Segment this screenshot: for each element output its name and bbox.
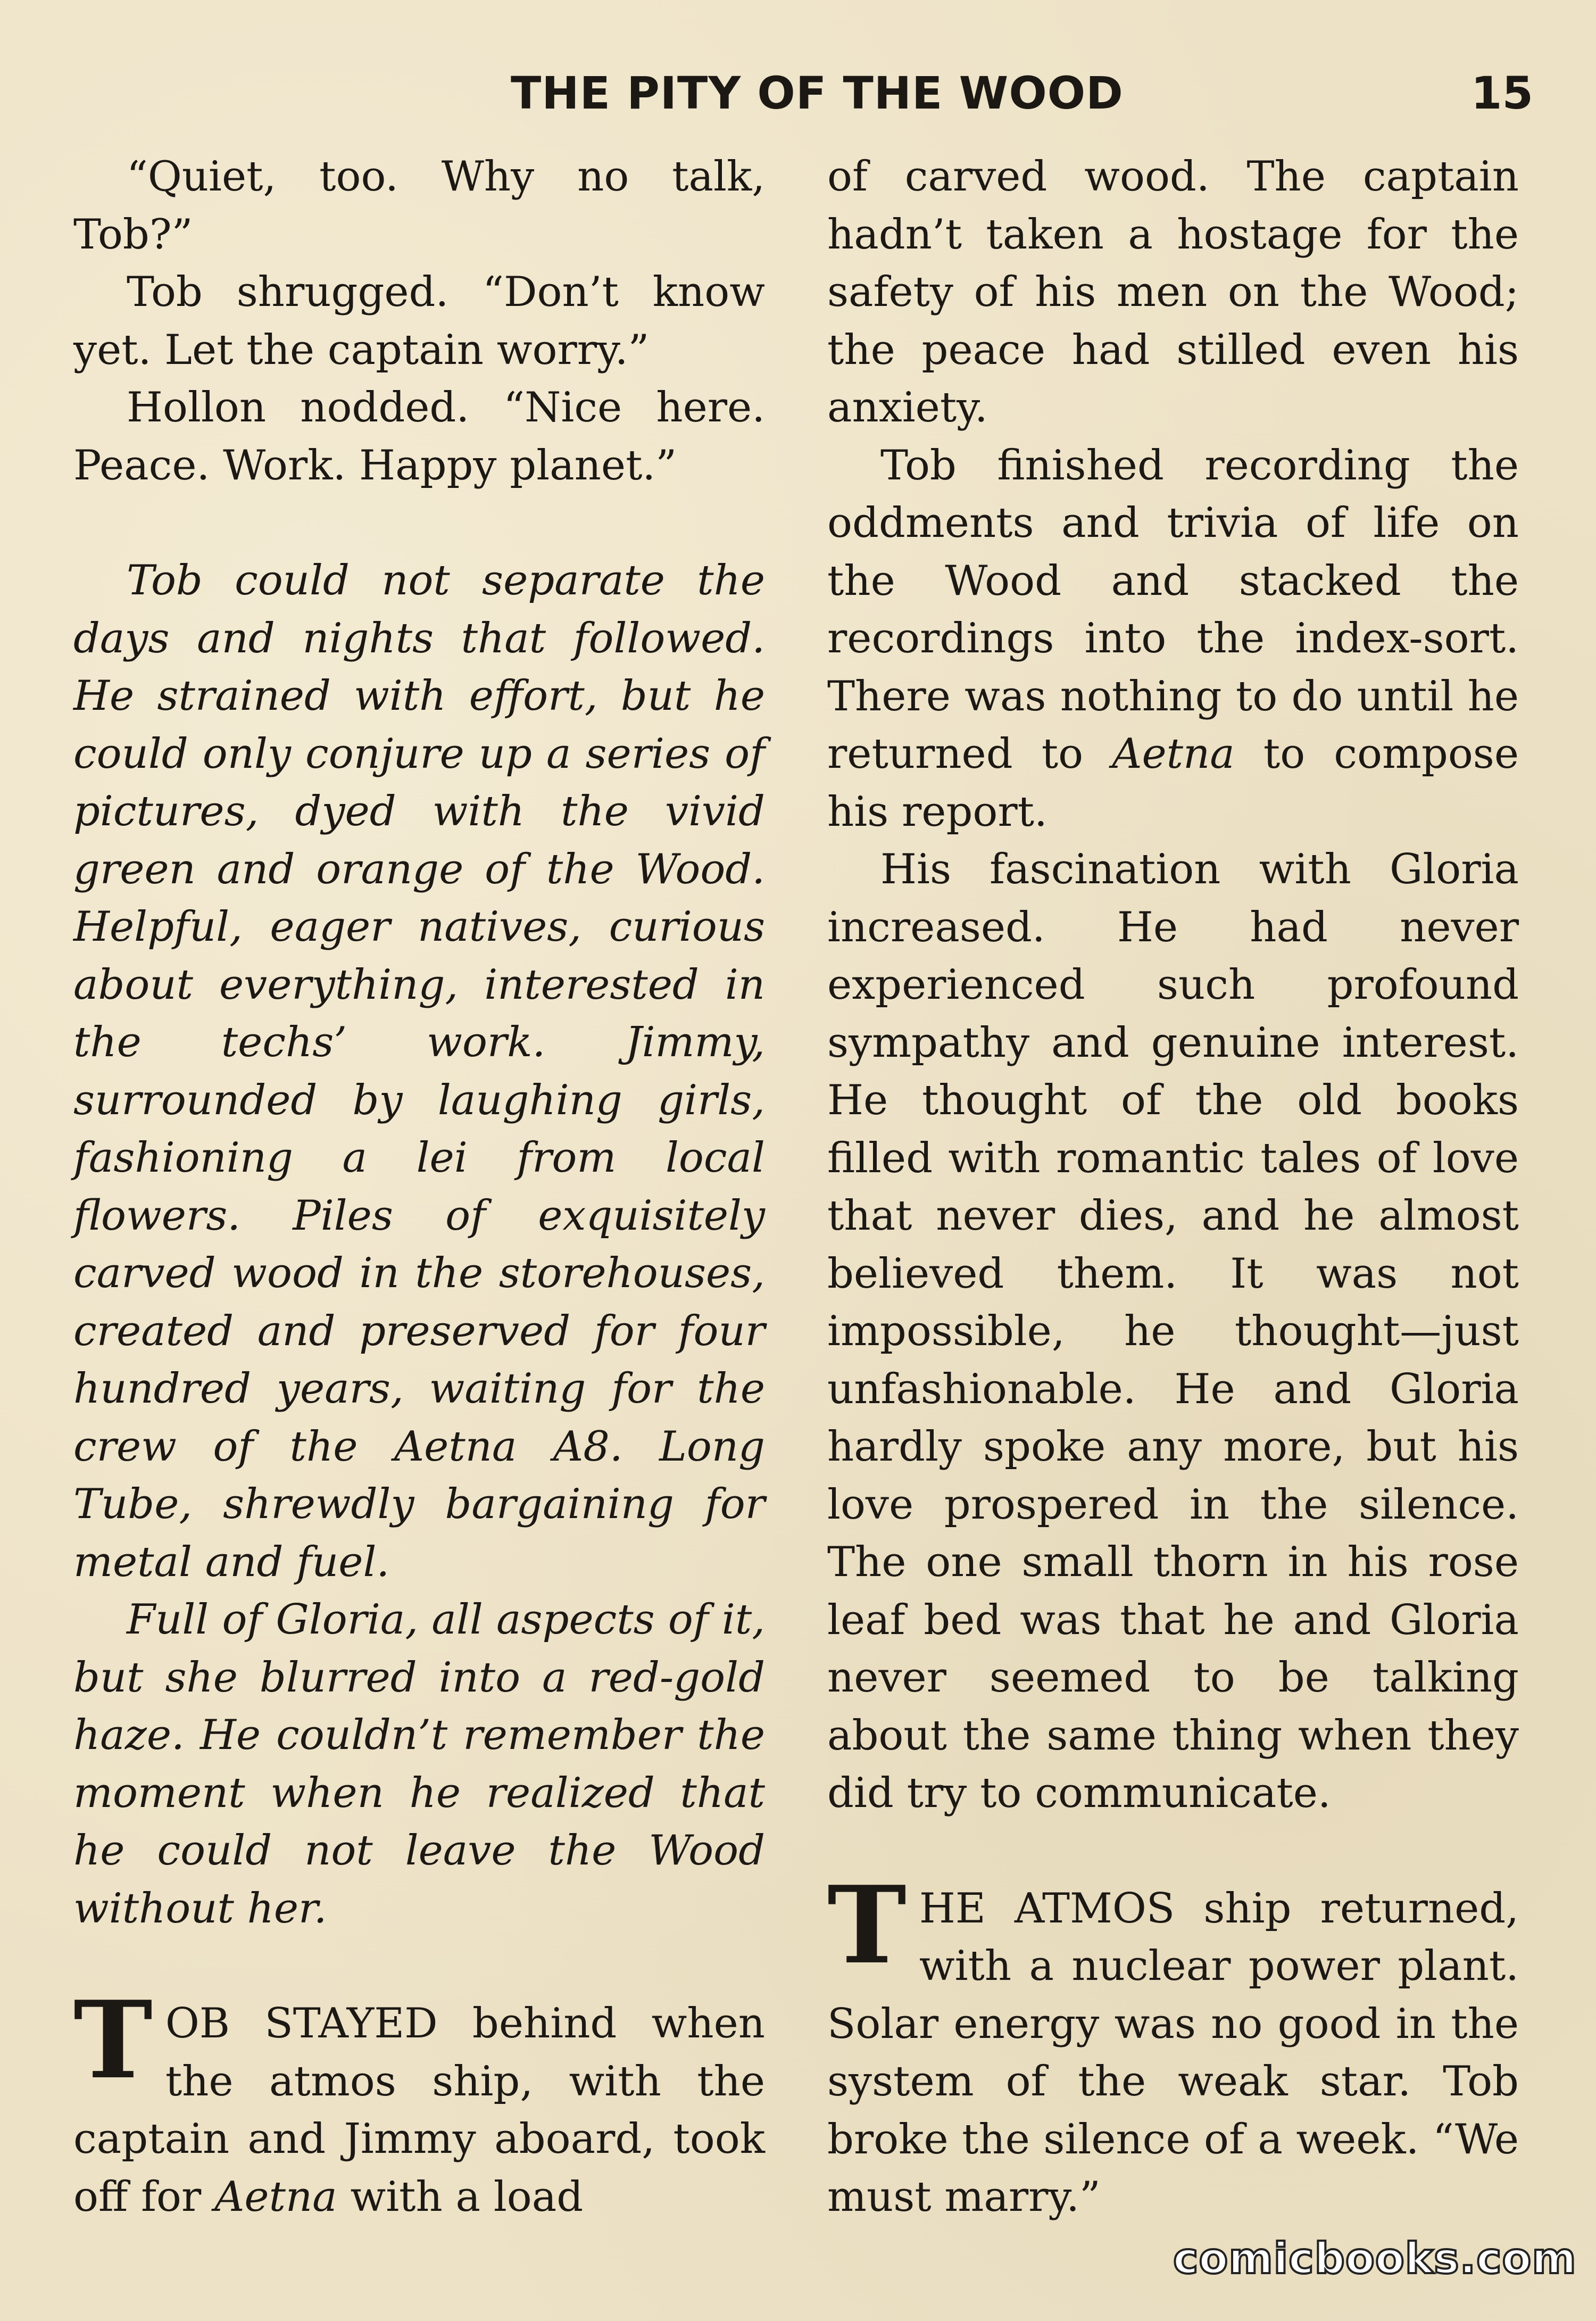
italic-paragraph: Tob could not separate the days and nights that followed. He strained with effort, but he could only conjure up a series of pictures, dyed with the vivid green and orange of the Wood. Helpful, eager natives, curious about everything, interested in the techs’ work. Jimmy, surrounded by laughing girls, fashioning a lei from local flowers. Piles of exquisitely carved wood in the storehouses, created and preserved for four hundred years, waiting for the crew of the Aetna A8. Long Tube, shrewdly bargaining for metal and fuel.	[73, 557, 765, 1586]
paragraph-text: to compose his report.	[827, 730, 1519, 836]
lead-in: HE ATMOS	[919, 1884, 1175, 1933]
drop-cap: T	[827, 1862, 907, 1988]
paragraph-text: behind when the atmos ship, with the captain and Jimmy aboard, took off for	[73, 2000, 765, 2221]
page-number: 15	[1471, 67, 1533, 119]
paragraph	[827, 437, 1519, 841]
dropcap-paragraph	[827, 1862, 1519, 2226]
paragraph: Hollon nodded. “Nice here. Peace. Work. Happy planet.”	[73, 384, 765, 490]
italic-paragraph: Full of Gloria, all aspects of it, but she blurred into a red-gold haze. He couldn’t remember the moment when he realized that he could not leave the Wood without her.	[73, 1596, 765, 1933]
lead-in: OB STAYED	[165, 2000, 438, 2048]
right-column	[827, 148, 1519, 2226]
ship-name: Aetna	[1112, 730, 1235, 778]
running-title: THE PITY OF THE WOOD	[511, 67, 1124, 119]
ship-name: Aetna	[214, 2173, 337, 2221]
drop-cap: T	[73, 1978, 153, 2103]
dropcap-paragraph	[73, 1978, 765, 2226]
site-watermark: comicbooks.com	[1173, 2234, 1577, 2283]
paragraph-text: with a load	[337, 2173, 584, 2221]
paragraph: “Quiet, too. Why no talk, Tob?”	[73, 153, 765, 259]
left-column	[73, 148, 765, 2226]
paragraph: of carved wood. The captain hadn’t taken a hostage for the safety of his men on the Wood; the peace had stilled even his anxiety.	[827, 153, 1519, 432]
paragraph-text: ship returned, with a nuclear power plant. Solar energy was no good in the system of the weak star. Tob broke the silence of a week. “We must marry.”	[827, 1884, 1519, 2221]
paragraph: His fascination with Gloria increased. He had never experienced such profound sympathy and genuine interest. He thought of the old books filled with romantic tales of love that never dies, and he almost believed them. It was not impossible, he thought—just unfashionable. He and Gloria hardly spoke any more, but his love prospered in the silence. The one small thorn in his rose leaf bed was that he and Gloria never seemed to be talking about the same thing when they did try to communicate.	[827, 845, 1519, 1817]
page-header	[0, 61, 1596, 125]
paragraph: Tob shrugged. “Don’t know yet. Let the captain worry.”	[73, 268, 765, 374]
paragraph-text: Tob finished recording the oddments and trivia of life on the Wood and stacked the recordings into the index-sort. There was nothing to do until he returned to	[827, 441, 1519, 778]
